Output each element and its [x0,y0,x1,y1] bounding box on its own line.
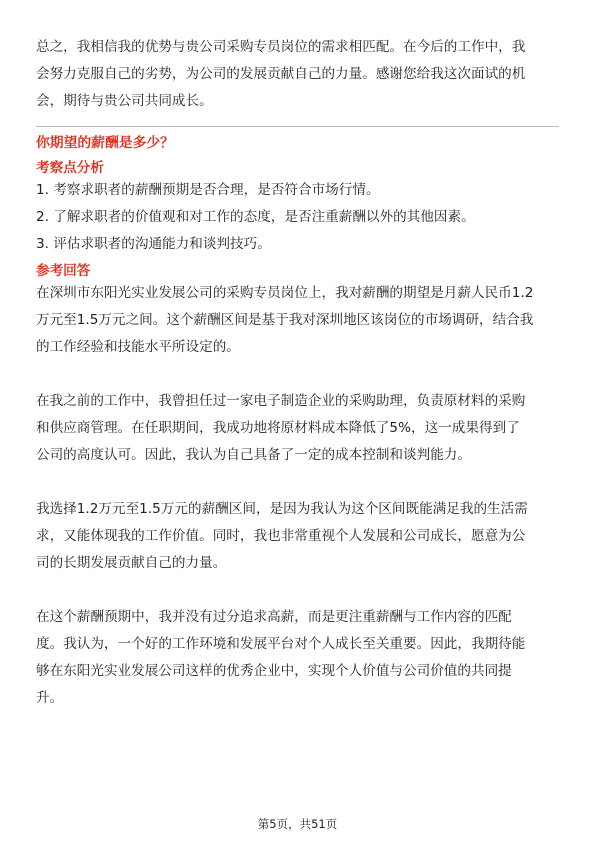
text-line: 公司的高度认可。因此，我认为自己具备了一定的成本控制和谈判能力。 [36,447,471,463]
text-line: 总之，我相信我的优势与贵公司采购专员岗位的需求相匹配。在今后的工作中，我 [36,39,526,55]
page-content [36,34,561,712]
answer-paragraph [36,280,561,361]
text-line: 求，又能体现我的工作价值。同时，我也非常重视个人发展和公司成长，愿意为公 [36,528,526,544]
text-line: 和供应商管理。在任职期间，我成功地将原材料成本降低了5%，这一成果得到了 [36,420,520,436]
analysis-list [36,177,561,258]
text-line: 在我之前的工作中，我曾担任过一家电子制造企业的采购助理，负责原材料的采购 [36,393,526,409]
text-line: 够在东阳光实业发展公司这样的优秀企业中，实现个人价值与公司价值的共同提 [36,663,512,679]
question-heading: 你期望的薪酬是多少？ [36,135,174,151]
text-line: 度。我认为，一个好的工作环境和发展平台对个人成长至关重要。因此，我期待能 [36,636,526,652]
answer-paragraph [36,496,561,577]
intro-paragraph [36,34,561,115]
analysis-item: 2. 了解求职者的价值观和对工作的态度，是否注重薪酬以外的其他因素。 [36,209,475,225]
answer-paragraph [36,604,561,712]
paragraph-gap [36,361,561,388]
text-line: 的工作经验和技能水平所设定的。 [36,339,240,355]
answer-paragraph [36,388,561,469]
answer-title: 参考回答 [36,263,91,279]
analysis-item: 3. 评估求职者的沟通能力和谈判技巧。 [36,236,271,252]
analysis-item: 1. 考察求职者的薪酬预期是否合理，是否符合市场行情。 [36,182,380,198]
text-line: 会努力克服自己的劣势，为公司的发展贡献自己的力量。感谢您给我这次面试的机 [36,66,526,82]
text-line: 在深圳市东阳光实业发展公司的采购专员岗位上，我对薪酬的期望是月薪人民币1.2 [36,285,534,301]
text-line: 司的长期发展贡献自己的力量。 [36,555,227,571]
text-line: 会，期待与贵公司共同成长。 [36,93,213,109]
section-divider [36,126,559,127]
text-line: 我选择1.2万元至1.5万元的薪酬区间，是因为我认为这个区间既能满足我的生活需 [36,501,528,517]
text-line: 万元至1.5万元之间。这个薪酬区间是基于我对深圳地区该岗位的市场调研，结合我 [36,312,534,328]
analysis-title: 考察点分析 [36,160,104,176]
text-line: 升。 [36,690,64,706]
paragraph-gap [36,469,561,496]
text-line: 在这个薪酬预期中，我并没有过分追求高薪，而是更注重薪酬与工作内容的匹配 [36,609,512,625]
paragraph-gap [36,577,561,604]
page-number: 第5页，共51页 [257,817,338,831]
